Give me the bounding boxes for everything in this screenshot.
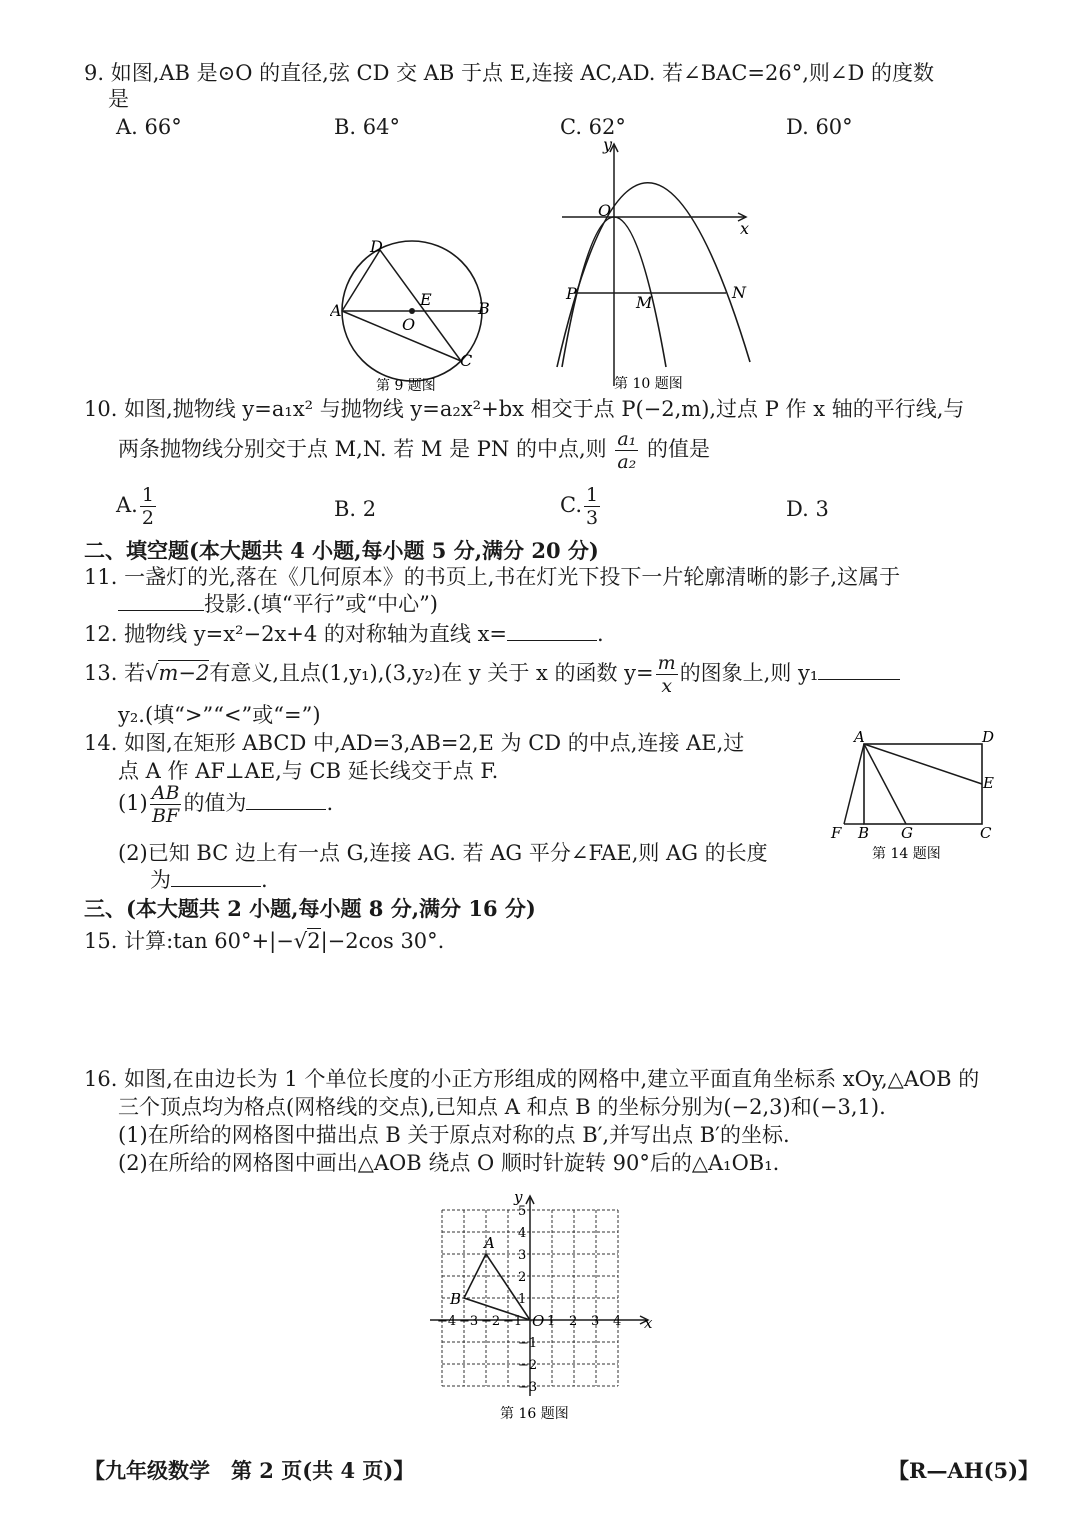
q10-fraction: $\frac{\text{a₁}}{\text{a₂}}$	[617, 428, 637, 473]
q16-line1: 16. 如图,在由边长为 1 个单位长度的小正方形组成的网格中,建立平面直角坐标系 xOy,△AOB 的	[84, 1067, 980, 1091]
q16-label-o: O	[532, 1312, 545, 1330]
q16-line3: (1)在所给的网格图中描出点 B 关于原点对称的点 B′,并写出点 B′的坐标.	[118, 1123, 790, 1147]
q13-answer-blank[interactable]	[818, 659, 900, 680]
q9-label-b: B	[478, 299, 490, 318]
footer-left: 【九年级数学 第 2 页(共 4 页)】	[84, 1458, 415, 1483]
q10-stem-line1: 10. 如图,抛物线 y=a₁x² 与抛物线 y=a₂x²+bx 相交于点 P(−2,m),过点 P 作 x 轴的平行线,与	[84, 397, 965, 421]
x-tick-label: 1	[547, 1314, 556, 1329]
q10-parabola-figure	[552, 140, 772, 395]
q11-answer-blank[interactable]	[118, 590, 204, 611]
q10-label-o: O	[598, 201, 612, 220]
q9-label-c: C	[460, 351, 473, 370]
x-tick-label: 4	[613, 1314, 622, 1329]
q9-option-b: B. 64°	[334, 115, 401, 139]
y-tick-label: −3	[518, 1380, 538, 1395]
q10-stem-tail: 的值是	[646, 437, 710, 461]
q16-grid-figure	[410, 1170, 670, 1430]
q9-option-c: C. 62°	[560, 115, 626, 139]
q13-fraction: $\frac{m}{x}$	[657, 652, 676, 697]
y-tick-label: −2	[518, 1358, 538, 1373]
q14-caption: 第 14 题图	[872, 846, 941, 862]
q10-label-m: M	[636, 293, 653, 312]
q14-label-f: F	[831, 824, 842, 842]
q9-caption: 第 9 题图	[376, 378, 436, 394]
q9-label-o: O	[402, 315, 416, 334]
q9-option-d: D. 60°	[786, 115, 853, 139]
q16-line4: (2)在所给的网格图中画出△AOB 绕点 O 顺时针旋转 90°后的△A₁OB₁.	[118, 1151, 780, 1175]
q15-line: 15. 计算:tan 60°+|−√2|−2cos 30°.	[84, 929, 445, 953]
q12-line: 12. 抛物线 y=x²−2x+4 的对称轴为直线 x= .	[84, 622, 604, 646]
q13-line2: y₂.(填“>”“<”或“=”)	[118, 703, 321, 727]
q9-circle-figure	[330, 236, 500, 398]
q10-option-b: B. 2	[334, 497, 377, 521]
q10-label-x: x	[740, 219, 750, 238]
q14-sub2-line2: 为 .	[150, 868, 268, 892]
q16-line2: 三个顶点均为格点(网格线的交点),已知点 A 和点 B 的坐标分别为(−2,3)和(−3,1).	[118, 1095, 886, 1119]
q14-label-d: D	[982, 728, 995, 746]
y-tick-label: 1	[518, 1292, 527, 1307]
q16-label-y: y	[514, 1188, 523, 1206]
section-3-heading: 三、(本大题共 2 小题,每小题 8 分,满分 16 分)	[84, 896, 536, 921]
q15-sqrt: √2	[293, 929, 321, 953]
q16-label-a: A	[484, 1234, 495, 1252]
y-tick-label: 5	[518, 1204, 527, 1219]
q13-sqrt: √m−2	[145, 661, 210, 685]
triangle-aob	[464, 1254, 530, 1320]
q16-label-b: B	[450, 1290, 462, 1308]
x-tick-label: −1	[503, 1314, 523, 1329]
x-tick-label: −4	[437, 1314, 457, 1329]
q14-label-b: B	[858, 824, 870, 842]
q14-sub1: (1) $\frac{AB}{BF}$ 的值为 .	[118, 782, 334, 827]
q16-label-x: x	[644, 1314, 653, 1332]
q10-caption: 第 10 题图	[614, 376, 683, 392]
q9-option-a: A. 66°	[116, 115, 182, 139]
q16-caption: 第 16 题图	[500, 1406, 569, 1422]
q14-label-c: C	[980, 824, 992, 842]
q14-sub2-blank[interactable]	[171, 866, 261, 887]
q12-answer-blank[interactable]	[507, 620, 597, 641]
y-tick-label: 3	[518, 1248, 527, 1263]
q11-line2: 投影.(填“平行”或“中心”)	[118, 590, 438, 617]
q14-sub1-blank[interactable]	[246, 789, 326, 810]
q9-label-d: D	[370, 237, 383, 256]
x-tick-label: −3	[459, 1314, 479, 1329]
q10-stem-line2	[118, 428, 710, 473]
q14-rectangle-figure	[826, 726, 1006, 866]
q10-option-a: A. $\frac{1}{2}$	[116, 484, 154, 529]
q10-option-c: C. $\frac{1}{3}$	[560, 484, 599, 529]
q9-stem-line2: 是	[108, 87, 129, 111]
q14-sub2-line1: (2)已知 BC 边上有一点 G,连接 AG. 若 AG 平分∠FAE,则 AG 的长度	[118, 841, 768, 865]
q14-line1: 14. 如图,在矩形 ABCD 中,AD=3,AB=2,E 为 CD 的中点,连接 AE,过	[84, 731, 745, 755]
x-tick-label: 2	[569, 1314, 578, 1329]
q14-label-g: G	[901, 824, 913, 842]
q9-label-a: A	[330, 301, 342, 320]
section-2-heading: 二、填空题(本大题共 4 小题,每小题 5 分,满分 20 分)	[84, 538, 599, 563]
y-tick-label: 4	[518, 1226, 527, 1241]
q10-label-y: y	[603, 140, 613, 154]
q14-label-a: A	[854, 728, 865, 746]
q10-label-p: P	[566, 284, 577, 303]
y-tick-label: −1	[518, 1336, 538, 1351]
q10-label-n: N	[732, 283, 746, 302]
q9-label-e: E	[420, 290, 432, 309]
footer-right: 【R—AH(5)】	[888, 1458, 1040, 1483]
q11-line1: 11. 一盏灯的光,落在《几何原本》的书页上,书在灯光下投下一片轮廓清晰的影子,这属于	[84, 565, 901, 589]
q14-fraction: $\frac{AB}{BF}$	[151, 782, 180, 827]
q13-line1: 13. 若√m−2有意义,且点(1,y₁),(3,y₂)在 y 关于 x 的函数 y= $\frac{m}{x}$ 的图象上,则 y₁	[84, 652, 900, 697]
q14-line2: 点 A 作 AF⊥AE,与 CB 延长线交于点 F.	[118, 759, 499, 783]
q10-stem-text: 两条抛物线分别交于点 M,N. 若 M 是 PN 的中点,则	[118, 437, 607, 461]
x-tick-label: 3	[591, 1314, 600, 1329]
q14-label-e: E	[983, 774, 994, 792]
q9-stem-line1: 9. 如图,AB 是⊙O 的直径,弦 CD 交 AB 于点 E,连接 AC,AD. 若∠BAC=26°,则∠D 的度数	[84, 61, 935, 85]
q10-option-d: D. 3	[786, 497, 829, 521]
y-tick-label: 2	[518, 1270, 527, 1285]
x-tick-label: −2	[481, 1314, 501, 1329]
